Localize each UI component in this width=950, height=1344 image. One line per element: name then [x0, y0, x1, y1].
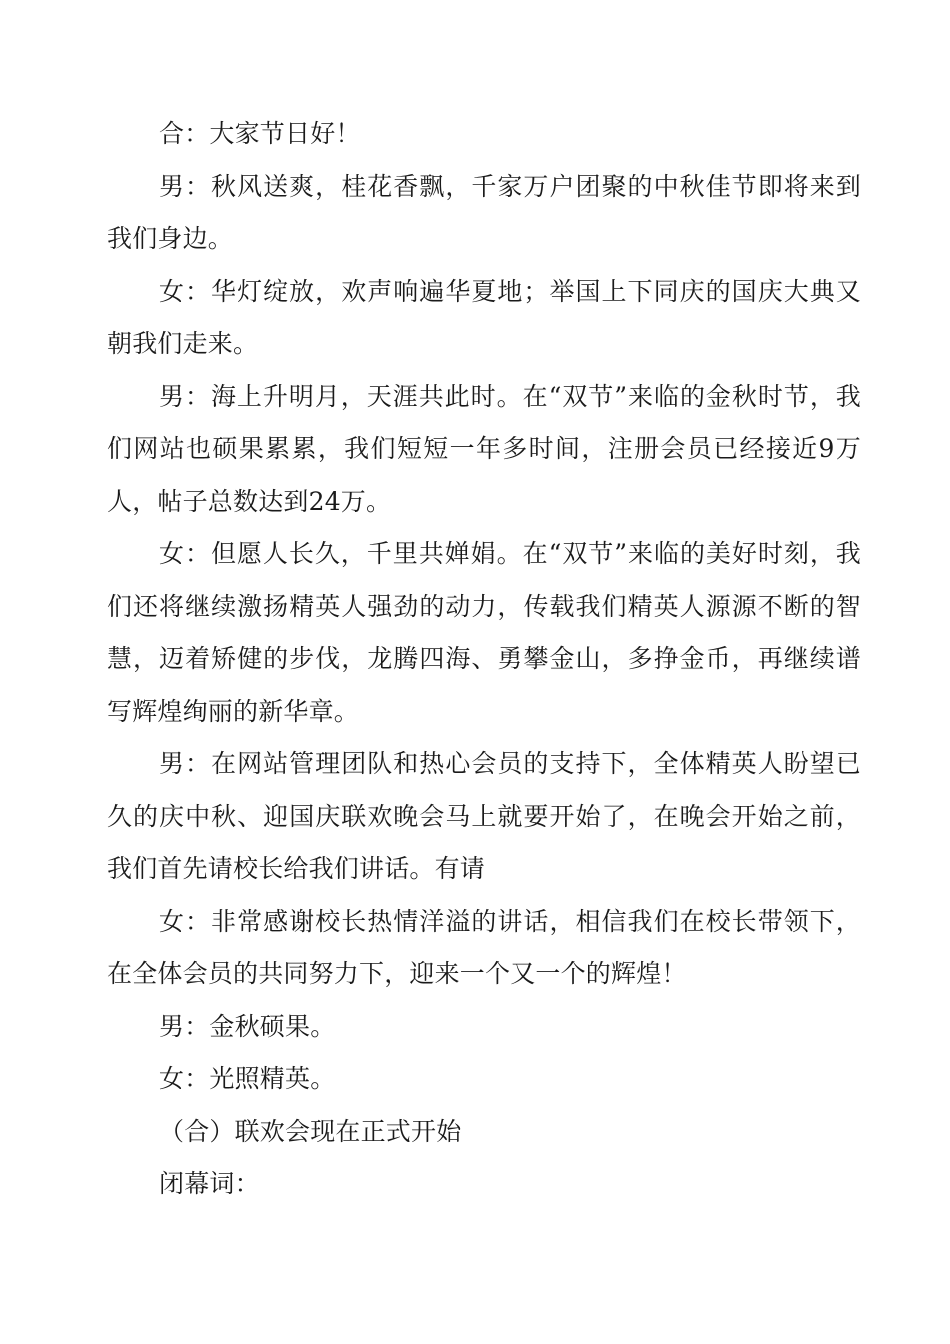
paragraph-greeting-all: 合：大家节日好！ [159, 119, 361, 148]
paragraph-male-1: 男：秋风送爽，桂花香飘，千家万户团聚的中秋佳节即将来到我们身边。 [107, 171, 861, 253]
paragraph-male-4: 男：金秋硕果。 [159, 1011, 336, 1041]
paragraph-opening-all: （合）联欢会现在正式开始 [159, 1116, 462, 1146]
paragraph-female-2: 女：但愿人长久，千里共婵娟。在“双节”来临的美好时刻，我们还将继续激扬精英人强劲的动力，传载我们精英人源源不断的智慧，迈着矫健的步伐，龙腾四海、勇攀金山，多挣金币，再继续谱写辉煌绚丽的新华章。 [107, 539, 861, 726]
document-body [107, 108, 861, 1211]
paragraph-female-3: 女：非常感谢校长热情洋溢的讲话，相信我们在校长带领下，在全体会员的共同努力下，迎来一个又一个的辉煌！ [107, 906, 861, 988]
paragraph-male-2: 男：海上升明月，天涯共此时。在“双节”来临的金秋时节，我们网站也硕果累累，我们短短一年多时间，注册会员已经接近9万人，帖子总数达到24万。 [107, 381, 861, 516]
paragraph-closing-heading: 闭幕词： [159, 1169, 260, 1198]
paragraph-male-3: 男：在网站管理团队和热心会员的支持下，全体精英人盼望已久的庆中秋、迎国庆联欢晚会马上就要开始了，在晚会开始之前，我们首先请校长给我们讲话。有请 [107, 749, 861, 883]
paragraph-female-4: 女：光照精英。 [159, 1064, 336, 1093]
paragraph-female-1: 女：华灯绽放，欢声响遍华夏地；举国上下同庆的国庆大典又朝我们走来。 [107, 276, 861, 358]
